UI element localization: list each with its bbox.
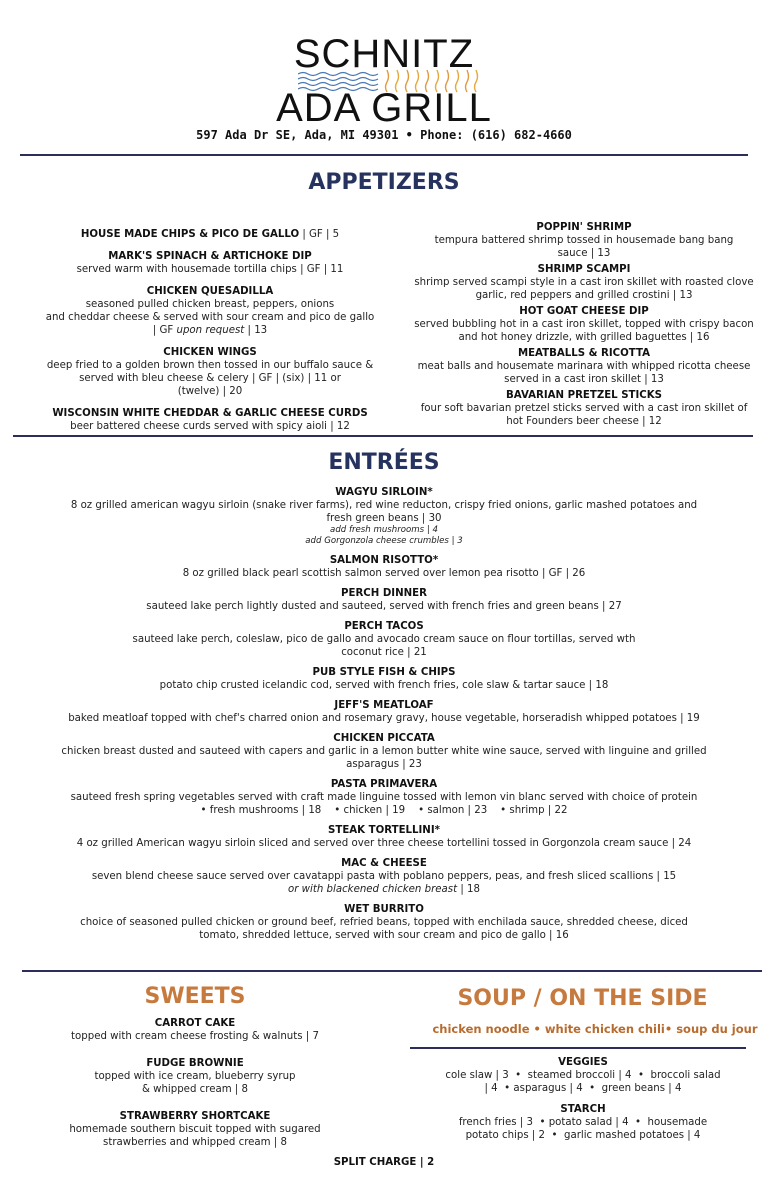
item-desc: baked meatloaf topped with chef's charred onion and rosemary gravy, house vegetable, horseradish whipped potatoes | 19 (68, 713, 700, 724)
item-desc: sauteed fresh spring vegetables served with craft made linguine tossed with lemon vin blanc served with choice of protein (70, 792, 698, 803)
appetizer-item (398, 221, 768, 260)
item-desc: potato chips | 2 • garlic mashed potatoes | 4 (465, 1130, 701, 1141)
sweets-title: SWEETS (144, 984, 246, 1009)
address-phone: 597 Ada Dr SE, Ada, MI 49301 • Phone: (616) 682-4660 (196, 128, 572, 142)
entree-item (0, 620, 768, 659)
appetizer-item (10, 222, 410, 241)
item-desc: | 4 • asparagus | 4 • green beans | 4 (484, 1083, 682, 1094)
entree-item (0, 587, 768, 613)
item-desc: served bubbling hot in a cast iron skillet, topped with crispy bacon (414, 319, 754, 330)
item-desc: strawberries and whipped cream | 8 (103, 1137, 287, 1148)
item-price: | 18 (457, 884, 480, 895)
item-desc: coconut rice | 21 (341, 647, 427, 658)
item-desc: and cheddar cheese & served with sour cream and pico de gallo (45, 312, 375, 323)
appetizer-item (398, 263, 768, 302)
item-desc: 8 oz grilled black pearl scottish salmon served over lemon pea risotto | GF | 26 (182, 568, 586, 579)
item-name: PERCH TACOS (344, 621, 424, 632)
item-desc: tempura battered shrimp tossed in housemade bang bang (434, 235, 734, 246)
entree-item (0, 857, 768, 896)
appetizer-item (10, 407, 410, 433)
item-desc: asparagus | 23 (346, 759, 422, 770)
item-name: WAGYU SIRLOIN* (335, 487, 433, 498)
entrees-list (0, 486, 768, 942)
appetizer-item (398, 305, 768, 344)
entrees-divider (22, 970, 762, 972)
item-name: FUDGE BROWNIE (146, 1058, 244, 1069)
item-desc: shrimp served scampi style in a cast iron skillet with roasted clove (414, 277, 754, 288)
item-name: BAVARIAN PRETZEL STICKS (505, 390, 662, 401)
item-name: CHICKEN QUESADILLA (146, 286, 274, 297)
item-name: SALMON RISOTTO* (329, 555, 439, 566)
entrees-title: ENTRÉES (328, 450, 440, 475)
entree-item (0, 778, 768, 817)
item-name: WET BURRITO (344, 904, 424, 915)
item-desc (0, 883, 768, 896)
entree-item (0, 732, 768, 771)
logo-bottom-text: ADA GRILL (276, 86, 492, 130)
appetizer-item (10, 346, 410, 398)
item-desc: four soft bavarian pretzel sticks served with a cast iron skillet of (420, 403, 748, 414)
logo-top-text: SCHNITZ (293, 32, 475, 76)
item-desc: (twelve) | 20 (177, 386, 243, 397)
item-desc: meat balls and housemate marinara with whipped ricotta cheese (417, 361, 751, 372)
item-desc: fresh green beans | 30 (326, 513, 442, 524)
soup-divider (410, 1047, 746, 1049)
soup-title: SOUP / ON THE SIDE (457, 986, 708, 1011)
item-desc: potato chip crusted icelandic cod, served with french fries, cole slaw & tartar sauce | 18 (159, 680, 609, 691)
sweet-item (10, 1057, 380, 1096)
item-name: HOUSE MADE CHIPS & PICO DE GALLO (80, 229, 300, 240)
item-name: MEATBALLS & RICOTTA (517, 348, 651, 359)
sweet-item (10, 1017, 380, 1043)
item-addon: add Gorgonzola cheese crumbles | 3 (305, 536, 463, 546)
appetizers-divider (13, 435, 753, 437)
appetizer-item (398, 347, 768, 386)
item-name: SHRIMP SCAMPI (537, 264, 631, 275)
item-name: JEFF'S MEATLOAF (334, 700, 434, 711)
item-desc: homemade southern biscuit topped with sugared (69, 1124, 321, 1135)
item-desc: chicken breast dusted and sauteed with capers and garlic in a lemon butter white wine sauce, served with linguine and grilled (61, 746, 707, 757)
item-desc: sauteed lake perch lightly dusted and sauteed, served with french fries and green beans | 27 (146, 601, 622, 612)
item-desc (10, 324, 410, 337)
item-desc: cole slaw | 3 • steamed broccoli | 4 • broccoli salad (445, 1070, 721, 1081)
item-name: POPPIN' SHRIMP (536, 222, 632, 233)
item-name: CHICKEN WINGS (163, 347, 257, 358)
item-desc: sauce | 13 (557, 248, 611, 259)
item-name: PERCH DINNER (341, 588, 427, 599)
appetizers-left-column (10, 222, 410, 433)
appetizers-right-column (398, 221, 768, 428)
item-desc: seven blend cheese sauce served over cavatappi pasta with poblano peppers, peas, and fresh sliced scallions | 15 (91, 871, 677, 882)
item-desc: deep fried to a golden brown then tossed in our buffalo sauce & (46, 360, 374, 371)
appetizer-item (10, 285, 410, 337)
item-name: HOT GOAT CHEESE DIP (519, 306, 649, 317)
item-desc: 8 oz grilled american wagyu sirloin (snake river farms), red wine reducton, crispy fried onions, garlic mashed potatoes and (70, 500, 698, 511)
header-divider (20, 154, 748, 156)
item-desc: topped with cream cheese frosting & walnuts | 7 (71, 1031, 319, 1042)
split-charge: SPLIT CHARGE | 2 (333, 1157, 435, 1168)
item-name: PUB STYLE FISH & CHIPS (312, 667, 456, 678)
item-desc: tomato, shredded lettuce, served with sour cream and pico de gallo | 16 (199, 930, 569, 941)
sides-list (398, 1056, 768, 1142)
soup-options: chicken noodle • white chicken chili• soup du jour (432, 1022, 758, 1036)
item-desc: 4 oz grilled American wagyu sirloin sliced and served over three cheese tortellini tossed in Gorgonzola cream sauce | 24 (76, 838, 692, 849)
item-desc: served in a cast iron skillet | 13 (504, 374, 664, 385)
entree-item (0, 554, 768, 580)
entree-item (0, 699, 768, 725)
item-desc: choice of seasoned pulled chicken or ground beef, refried beans, topped with enchilada sauce, shredded cheese, diced (80, 917, 688, 928)
item-desc-italic: upon request (176, 325, 245, 336)
sweets-list (10, 1017, 380, 1149)
item-name: MARK'S SPINACH & ARTICHOKE DIP (108, 251, 312, 262)
item-desc: • fresh mushrooms | 18 • chicken | 19 • salmon | 23 • shrimp | 22 (200, 805, 568, 816)
item-name: VEGGIES (558, 1057, 608, 1068)
item-name: CARROT CAKE (154, 1018, 236, 1029)
entree-item (0, 903, 768, 942)
item-name: STRAWBERRY SHORTCAKE (119, 1111, 271, 1122)
item-desc: & whipped cream | 8 (141, 1084, 249, 1095)
side-item (398, 1056, 768, 1095)
item-desc: hot Founders beer cheese | 12 (506, 416, 662, 427)
item-desc: served warm with housemade tortilla chips | GF | 11 (76, 264, 344, 275)
side-item (398, 1103, 768, 1142)
appetizer-item (10, 250, 410, 276)
item-name: STARCH (560, 1104, 606, 1115)
item-desc-italic: or with blackened chicken breast (288, 884, 458, 895)
item-desc: and hot honey drizzle, with grilled baguettes | 16 (458, 332, 710, 343)
item-desc: seasoned pulled chicken breast, peppers, onions (85, 299, 335, 310)
item-price: | 13 (244, 325, 268, 336)
item-desc: french fries | 3 • potato salad | 4 • housemade (458, 1117, 708, 1128)
entree-item (0, 666, 768, 692)
appetizer-item (398, 389, 768, 428)
item-name: PASTA PRIMAVERA (330, 779, 438, 790)
item-desc-part: | GF (152, 325, 177, 336)
item-name: MAC & CHEESE (341, 858, 427, 869)
item-name: WISCONSIN WHITE CHEDDAR & GARLIC CHEESE CURDS (52, 408, 368, 419)
item-price: | GF | 5 (299, 229, 340, 240)
item-addon: add fresh mushrooms | 4 (330, 525, 438, 535)
entree-item (0, 486, 768, 547)
item-desc: garlic, red peppers and grilled crostini | 13 (475, 290, 693, 301)
item-desc: served with bleu cheese & celery | GF | (six) | 11 or (79, 373, 341, 384)
appetizers-title: APPETIZERS (308, 170, 460, 195)
entree-item (0, 824, 768, 850)
item-desc: topped with ice cream, blueberry syrup (94, 1071, 296, 1082)
item-name: STEAK TORTELLINI* (328, 825, 440, 836)
sweet-item (10, 1110, 380, 1149)
item-desc: sauteed lake perch, coleslaw, pico de gallo and avocado cream sauce on flour tortillas, served wth (132, 634, 636, 645)
item-desc: beer battered cheese curds served with spicy aioli | 12 (70, 421, 350, 432)
item-name: CHICKEN PICCATA (333, 733, 435, 744)
